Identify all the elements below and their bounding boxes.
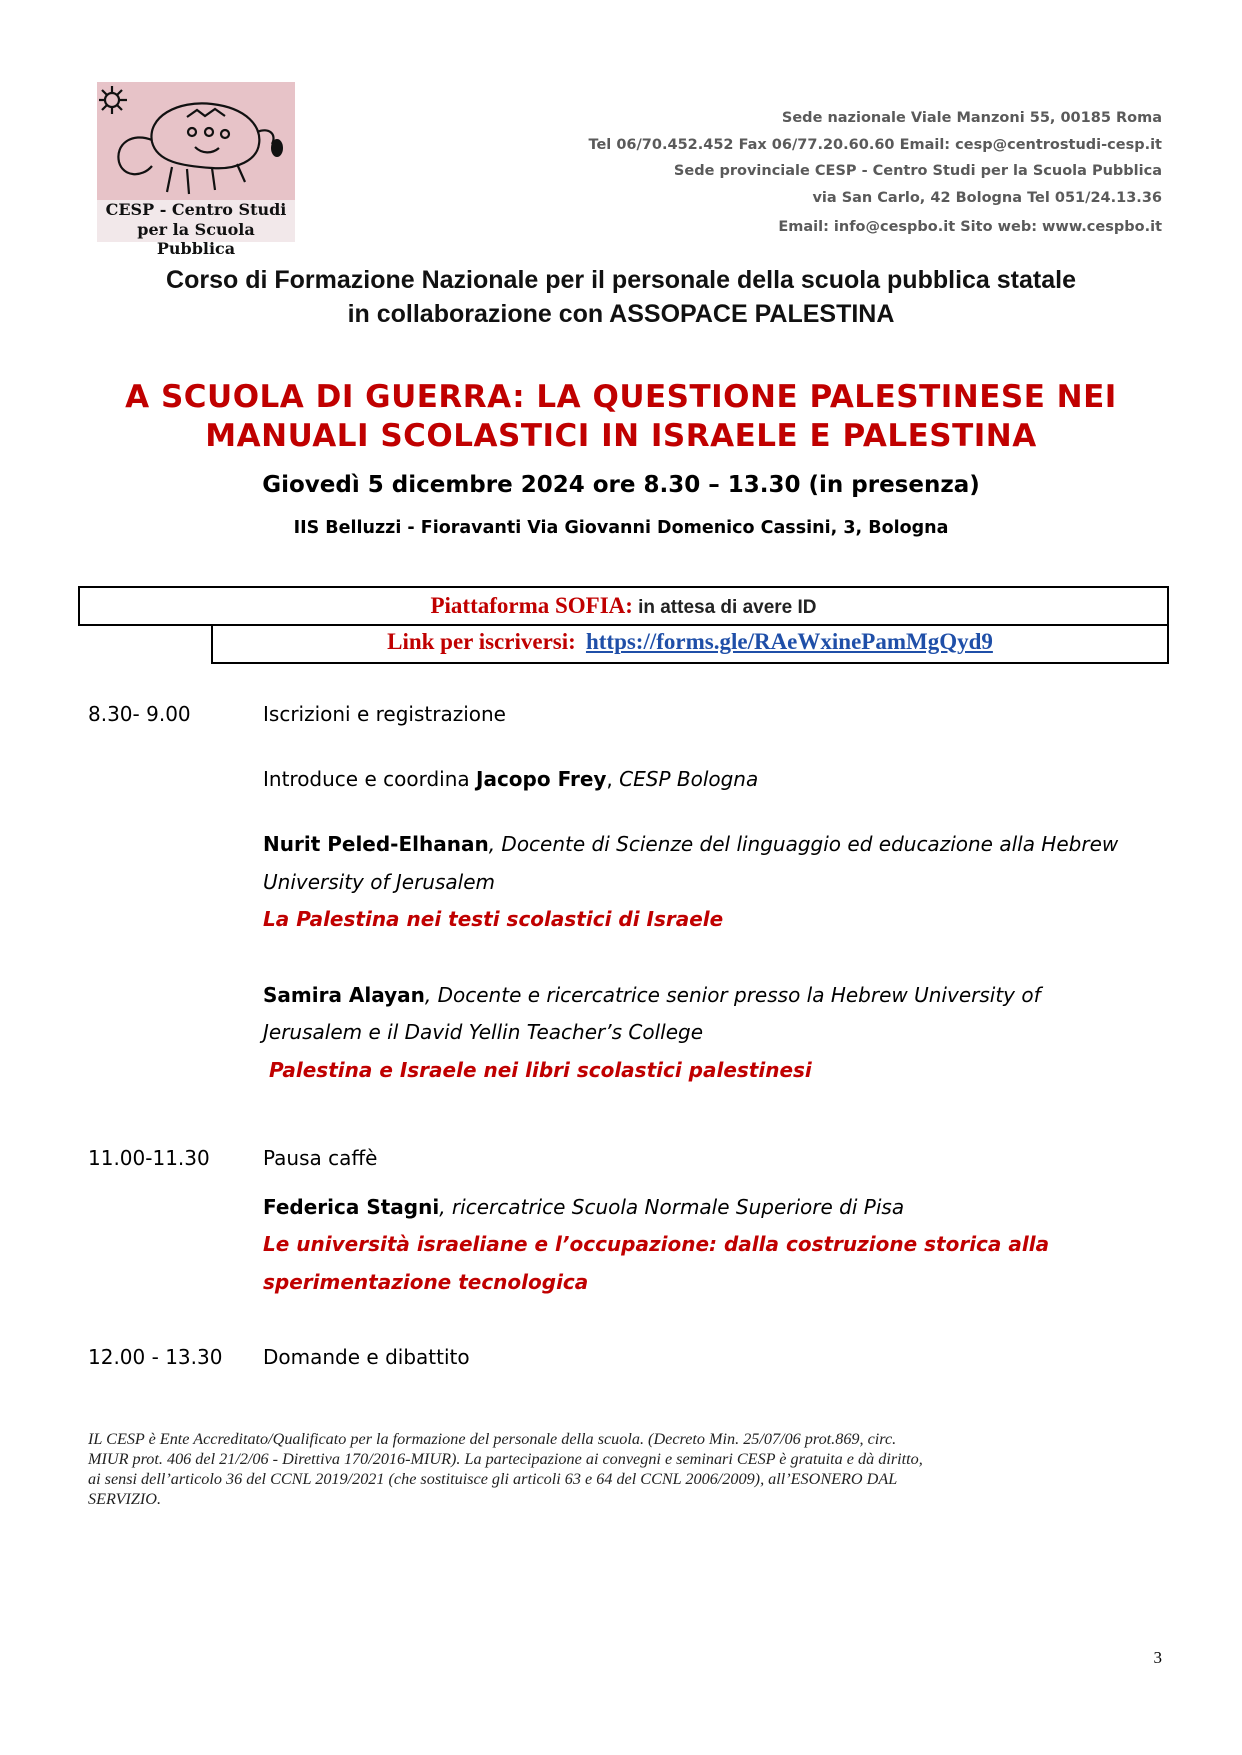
intro-prefix: Introduce e coordina xyxy=(263,767,477,791)
logo-line-1: CESP - Centro Studi xyxy=(105,200,287,219)
sofia-value: in attesa di avere ID xyxy=(638,597,817,618)
course-line-2: in collaborazione con ASSOPACE PALESTINA xyxy=(347,300,895,328)
contact-line-1: Sede nazionale Viale Manzoni 55, 00185 Roma xyxy=(781,110,1162,126)
speaker-1-role-a: , Docente di Scienze del linguaggio ed educazione alla Hebrew xyxy=(488,832,1119,856)
intro-line xyxy=(263,767,758,791)
event-title-line-1: A SCUOLA DI GUERRA: LA QUESTIONE PALESTINESE NEI xyxy=(125,379,1117,415)
time-slot-3: 12.00 - 13.30 xyxy=(88,1345,223,1369)
speaker-2-line-1 xyxy=(263,983,1041,1007)
logo-line-2: per la Scuola Pubblica xyxy=(137,220,255,258)
signup-link[interactable]: https://forms.gle/RAeWxinePamMgQyd9 xyxy=(585,629,993,654)
intro-org: CESP Bologna xyxy=(619,767,759,791)
speaker-2-name: Samira Alayan xyxy=(263,983,425,1007)
speaker-3-name: Federica Stagni xyxy=(263,1195,440,1219)
event-date: Giovedì 5 dicembre 2024 ore 8.30 – 13.30 (in presenza) xyxy=(262,472,980,498)
event-title-line-2: MANUALI SCOLASTICI IN ISRAELE E PALESTINA xyxy=(205,418,1037,454)
contact-line-3: Sede provinciale CESP - Centro Studi per la Scuola Pubblica xyxy=(673,163,1162,179)
coffee-break: Pausa caffè xyxy=(263,1146,378,1170)
contact-line-5: Email: info@cespbo.it Sito web: www.cespbo.it xyxy=(778,219,1162,235)
logo-drawing xyxy=(97,82,295,200)
logo-sketch-icon xyxy=(97,82,295,200)
speaker-1-line-1 xyxy=(263,832,1118,856)
signup-label: Link per iscriversi: xyxy=(387,629,576,654)
sofia-label: Piattaforma SOFIA: xyxy=(430,593,633,618)
speaker-2-talk: Palestina e Israele nei libri scolastici palestinesi xyxy=(269,1058,812,1082)
page-number: 3 xyxy=(1153,1648,1162,1667)
speaker-1-talk: La Palestina nei testi scolastici di Israele xyxy=(263,907,724,931)
speaker-1-role-b: University of Jerusalem xyxy=(263,870,496,894)
footer-note xyxy=(88,1429,1158,1509)
speaker-3-talk-b: sperimentazione tecnologica xyxy=(263,1270,589,1294)
footer-line-3: ai sensi dell’articolo 36 del CCNL 2019/2021 (che sostituisce gli articoli 63 e 64 del CCNL 2006/2009), all’ESONERO DAL xyxy=(88,1470,898,1488)
contact-line-2: Tel 06/70.452.452 Fax 06/77.20.60.60 Email: cesp@centrostudi-cesp.it xyxy=(588,137,1162,153)
registration-item: Iscrizioni e registrazione xyxy=(263,702,506,726)
footer-line-1: IL CESP è Ente Accreditato/Qualificato per la formazione del personale della scuola. (Decreto Min. 25/07/06 prot.869, circ. xyxy=(88,1430,897,1448)
intro-separator: , xyxy=(606,767,620,791)
sofia-box xyxy=(78,586,1169,626)
event-venue: IIS Belluzzi - Fioravanti Via Giovanni Domenico Cassini, 3, Bologna xyxy=(293,518,949,538)
speaker-3-talk-a: Le università israeliane e l’occupazione: dalla costruzione storica alla xyxy=(263,1232,1050,1256)
speaker-1-name: Nurit Peled-Elhanan xyxy=(263,832,489,856)
intro-name: Jacopo Frey xyxy=(476,767,607,791)
cesp-logo xyxy=(97,82,295,258)
speaker-2-role-a: , Docente e ricercatrice senior presso la Hebrew University of xyxy=(424,983,1041,1007)
time-slot-2: 11.00-11.30 xyxy=(88,1146,210,1170)
footer-line-2: MIUR prot. 406 del 21/2/06 - Direttiva 170/2016-MIUR). La partecipazione ai convegni e seminari CESP è gratuita e dà diritto, xyxy=(88,1450,923,1468)
contact-line-4: via San Carlo, 42 Bologna Tel 051/24.13.36 xyxy=(812,190,1162,206)
course-line-1: Corso di Formazione Nazionale per il personale della scuola pubblica statale xyxy=(166,266,1076,294)
speaker-2-role-b: Jerusalem e il David Yellin Teacher’s College xyxy=(263,1020,703,1044)
speaker-3-line xyxy=(263,1195,904,1219)
speaker-3-role: , ricercatrice Scuola Normale Superiore di Pisa xyxy=(439,1195,905,1219)
qa-item: Domande e dibattito xyxy=(263,1345,470,1369)
footer-line-4: SERVIZIO. xyxy=(88,1490,161,1508)
signup-box xyxy=(211,624,1169,664)
time-slot-1: 8.30- 9.00 xyxy=(88,702,191,726)
